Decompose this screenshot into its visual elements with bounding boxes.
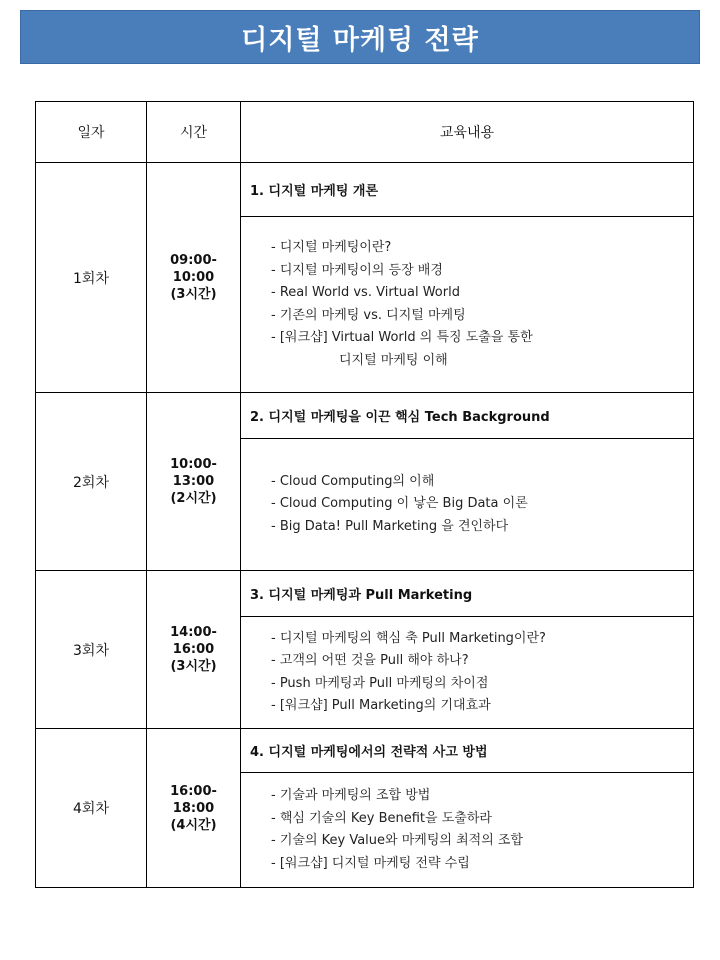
list-item: - 디지털 마케팅이의 등장 배경 bbox=[271, 262, 443, 278]
list-item: - 기존의 마케팅 vs. 디지털 마케팅 bbox=[271, 307, 466, 323]
session-topic: 2. 디지털 마케팅을 이끈 핵심 Tech Background bbox=[241, 393, 694, 439]
session-items bbox=[241, 773, 694, 888]
session-row-3 bbox=[36, 571, 694, 617]
list-item: - [워크샵] Pull Marketing의 기대효과 bbox=[271, 698, 491, 713]
time-duration: (2시간) bbox=[170, 491, 217, 506]
session-topic: 3. 디지털 마케팅과 Pull Marketing bbox=[241, 571, 694, 617]
list-item: - Real World vs. Virtual World bbox=[271, 285, 460, 300]
list-item: - 디지털 마케팅이란? bbox=[271, 240, 392, 255]
session-day: 2회차 bbox=[36, 393, 147, 571]
list-item: - 기술과 마케팅의 조합 방법 bbox=[271, 788, 431, 803]
list-item: - 핵심 기술의 Key Benefit을 도출하라 bbox=[271, 810, 492, 826]
time-start: 16:00- bbox=[170, 783, 217, 799]
session-time bbox=[147, 393, 241, 571]
header-content: 교육내용 bbox=[241, 102, 694, 163]
list-item: - Cloud Computing의 이해 bbox=[271, 473, 435, 489]
time-start: 09:00- bbox=[170, 253, 217, 268]
time-end: 16:00 bbox=[172, 642, 215, 657]
time-duration: (4시간) bbox=[170, 817, 217, 833]
list-item: - 고객의 어떤 것을 Pull 해야 하나? bbox=[271, 653, 469, 668]
time-end: 10:00 bbox=[172, 270, 215, 285]
header-row bbox=[36, 102, 694, 163]
session-day: 3회차 bbox=[36, 571, 147, 729]
time-end: 18:00 bbox=[172, 800, 215, 816]
session-items bbox=[241, 617, 694, 729]
session-day: 1회차 bbox=[36, 163, 147, 393]
list-item: - Push 마케팅과 Pull 마케팅의 차이점 bbox=[271, 675, 489, 691]
time-duration: (3시간) bbox=[170, 287, 217, 302]
session-topic: 1. 디지털 마케팅 개론 bbox=[241, 163, 694, 217]
header-time: 시간 bbox=[147, 102, 241, 163]
session-row-4 bbox=[36, 729, 694, 773]
list-item: - 기술의 Key Value와 마케팅의 최적의 조합 bbox=[271, 833, 524, 848]
session-items bbox=[241, 439, 694, 571]
list-item: - 디지털 마케팅의 핵심 축 Pull Marketing이란? bbox=[271, 630, 546, 646]
time-start: 14:00- bbox=[170, 625, 217, 640]
session-row-1 bbox=[36, 163, 694, 217]
session-time bbox=[147, 729, 241, 888]
list-item-continuation: 디지털 마케팅 이해 bbox=[339, 352, 448, 368]
session-day: 4회차 bbox=[36, 729, 147, 888]
schedule-table bbox=[35, 101, 694, 888]
session-time bbox=[147, 163, 241, 393]
page-title: 디지털 마케팅 전략 bbox=[20, 10, 700, 64]
time-end: 13:00 bbox=[172, 474, 215, 489]
session-items bbox=[241, 217, 694, 393]
header-day: 일자 bbox=[36, 102, 147, 163]
session-row-2 bbox=[36, 393, 694, 439]
time-start: 10:00- bbox=[170, 457, 217, 472]
session-time bbox=[147, 571, 241, 729]
list-item: - [워크샵] 디지털 마케팅 전략 수립 bbox=[271, 855, 470, 871]
list-item: - Cloud Computing 이 낳은 Big Data 이론 bbox=[271, 496, 528, 512]
time-duration: (3시간) bbox=[170, 659, 217, 674]
list-item: - Big Data! Pull Marketing 을 견인하다 bbox=[271, 518, 509, 534]
list-item: - [워크샵] Virtual World 의 특징 도출을 통한 bbox=[271, 330, 533, 345]
session-topic: 4. 디지털 마케팅에서의 전략적 사고 방법 bbox=[241, 729, 694, 773]
